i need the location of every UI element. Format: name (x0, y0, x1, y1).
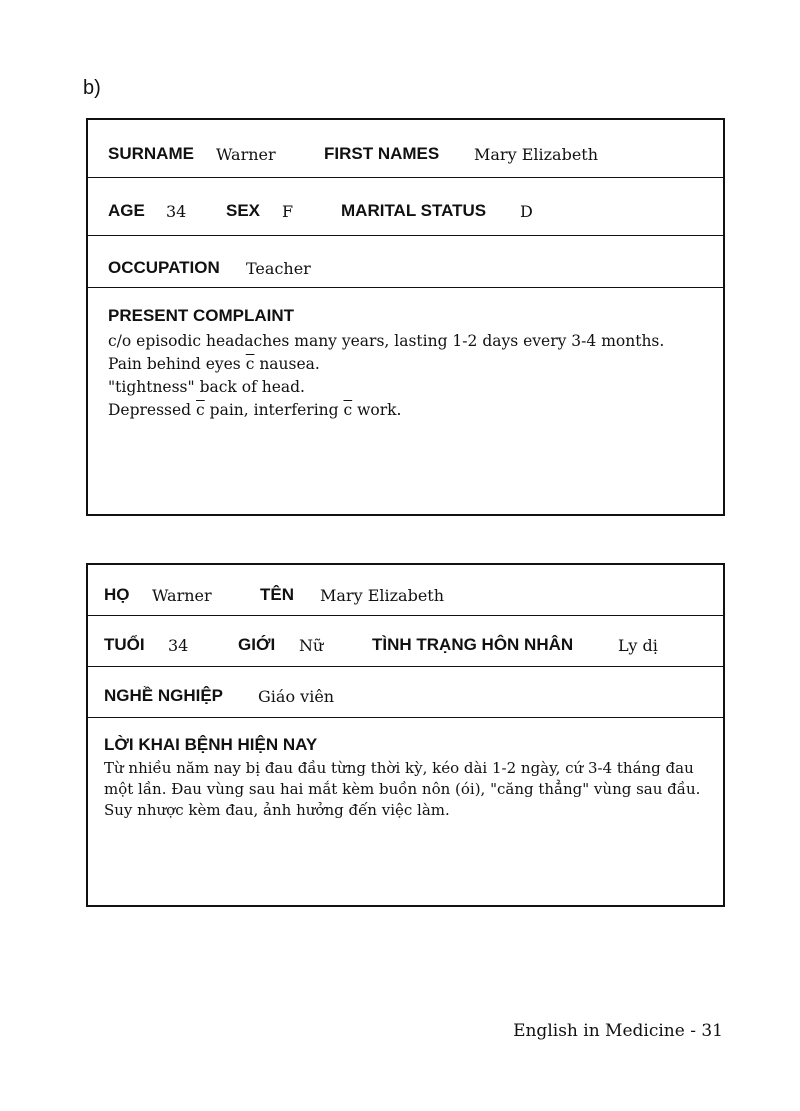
complaint-line (108, 355, 723, 373)
age-label: AGE (108, 201, 145, 220)
complaint-line (108, 332, 723, 350)
complaint-line (108, 378, 723, 396)
complaint-line-text: work. (352, 401, 402, 419)
loi-khai-line: Từ nhiều năm nay bị đau đầu từng thời kỳ, kéo dài 1-2 ngày, cứ 3-4 tháng đau (104, 759, 694, 777)
ten-value: Mary Elizabeth (320, 586, 445, 605)
with-abbreviation: $\overline{c}$ (245, 355, 255, 373)
sex-label: SEX (226, 201, 261, 220)
with-abbreviation: $\overline{c}$ (196, 401, 205, 419)
tuoi-label: TUỔI (104, 635, 145, 654)
nghe-value: Giáo viên (258, 687, 335, 706)
complaint-line-text: Pain behind eyes (108, 355, 246, 373)
tuoi-gioi-row (88, 616, 723, 667)
loi-khai-section (104, 735, 723, 819)
complaint-line-text: c/o episodic headaches many years, lasting 1-2 days every 3-4 months. (108, 332, 665, 350)
ho-ten-row (88, 565, 723, 616)
honnhan-label: TÌNH TRẠNG HÔN NHÂN (372, 635, 574, 654)
present-complaint-label: PRESENT COMPLAINT (108, 306, 295, 325)
ho-label: HỌ (104, 585, 130, 604)
gioi-label: GIỚI (238, 635, 276, 654)
occupation-label: OCCUPATION (108, 258, 220, 277)
loi-khai-line: Suy nhược kèm đau, ảnh hưởng đến việc làm. (104, 801, 450, 819)
marital-status-label: MARITAL STATUS (341, 201, 487, 220)
tuoi-value: 34 (168, 636, 189, 655)
surname-value: Warner (216, 145, 276, 164)
first-names-label: FIRST NAMES (324, 144, 440, 163)
first-names-value: Mary Elizabeth (474, 145, 599, 164)
gioi-value: Nữ (299, 636, 324, 655)
age-sex-row (88, 178, 723, 236)
loi-khai-line: một lần. Đau vùng sau hai mắt kèm buồn nôn (ói), "căng thẳng" vùng sau đầu. (104, 780, 701, 798)
sex-value: F (282, 202, 294, 221)
surname-label: SURNAME (108, 144, 194, 163)
honnhan-value: Ly dị (618, 636, 658, 655)
complaint-line-text: nausea. (254, 355, 320, 373)
marital-status-value: D (520, 202, 533, 221)
with-abbreviation: $\overline{c}$ (343, 401, 353, 419)
patient-record-card-english (86, 118, 725, 516)
section-label: b) (83, 77, 101, 99)
present-complaint-section (108, 306, 723, 419)
complaint-line (108, 401, 723, 419)
age-value: 34 (166, 202, 187, 221)
loi-khai-label: LỜI KHAI BỆNH HIỆN NAY (104, 735, 318, 754)
occupation-value: Teacher (246, 259, 311, 278)
complaint-line-text: pain, interfering (204, 401, 344, 419)
name-row (88, 120, 723, 178)
patient-record-card-vietnamese (86, 563, 725, 907)
ho-value: Warner (152, 586, 212, 605)
complaint-line-text: Depressed (108, 401, 197, 419)
ten-label: TÊN (260, 585, 294, 604)
nghe-nghiep-row (88, 667, 723, 718)
page-footer: English in Medicine - 31 (513, 1021, 723, 1041)
complaint-line-text: "tightness" back of head. (108, 378, 305, 396)
occupation-row (88, 236, 723, 288)
nghe-label: NGHỀ NGHIỆP (104, 686, 224, 705)
